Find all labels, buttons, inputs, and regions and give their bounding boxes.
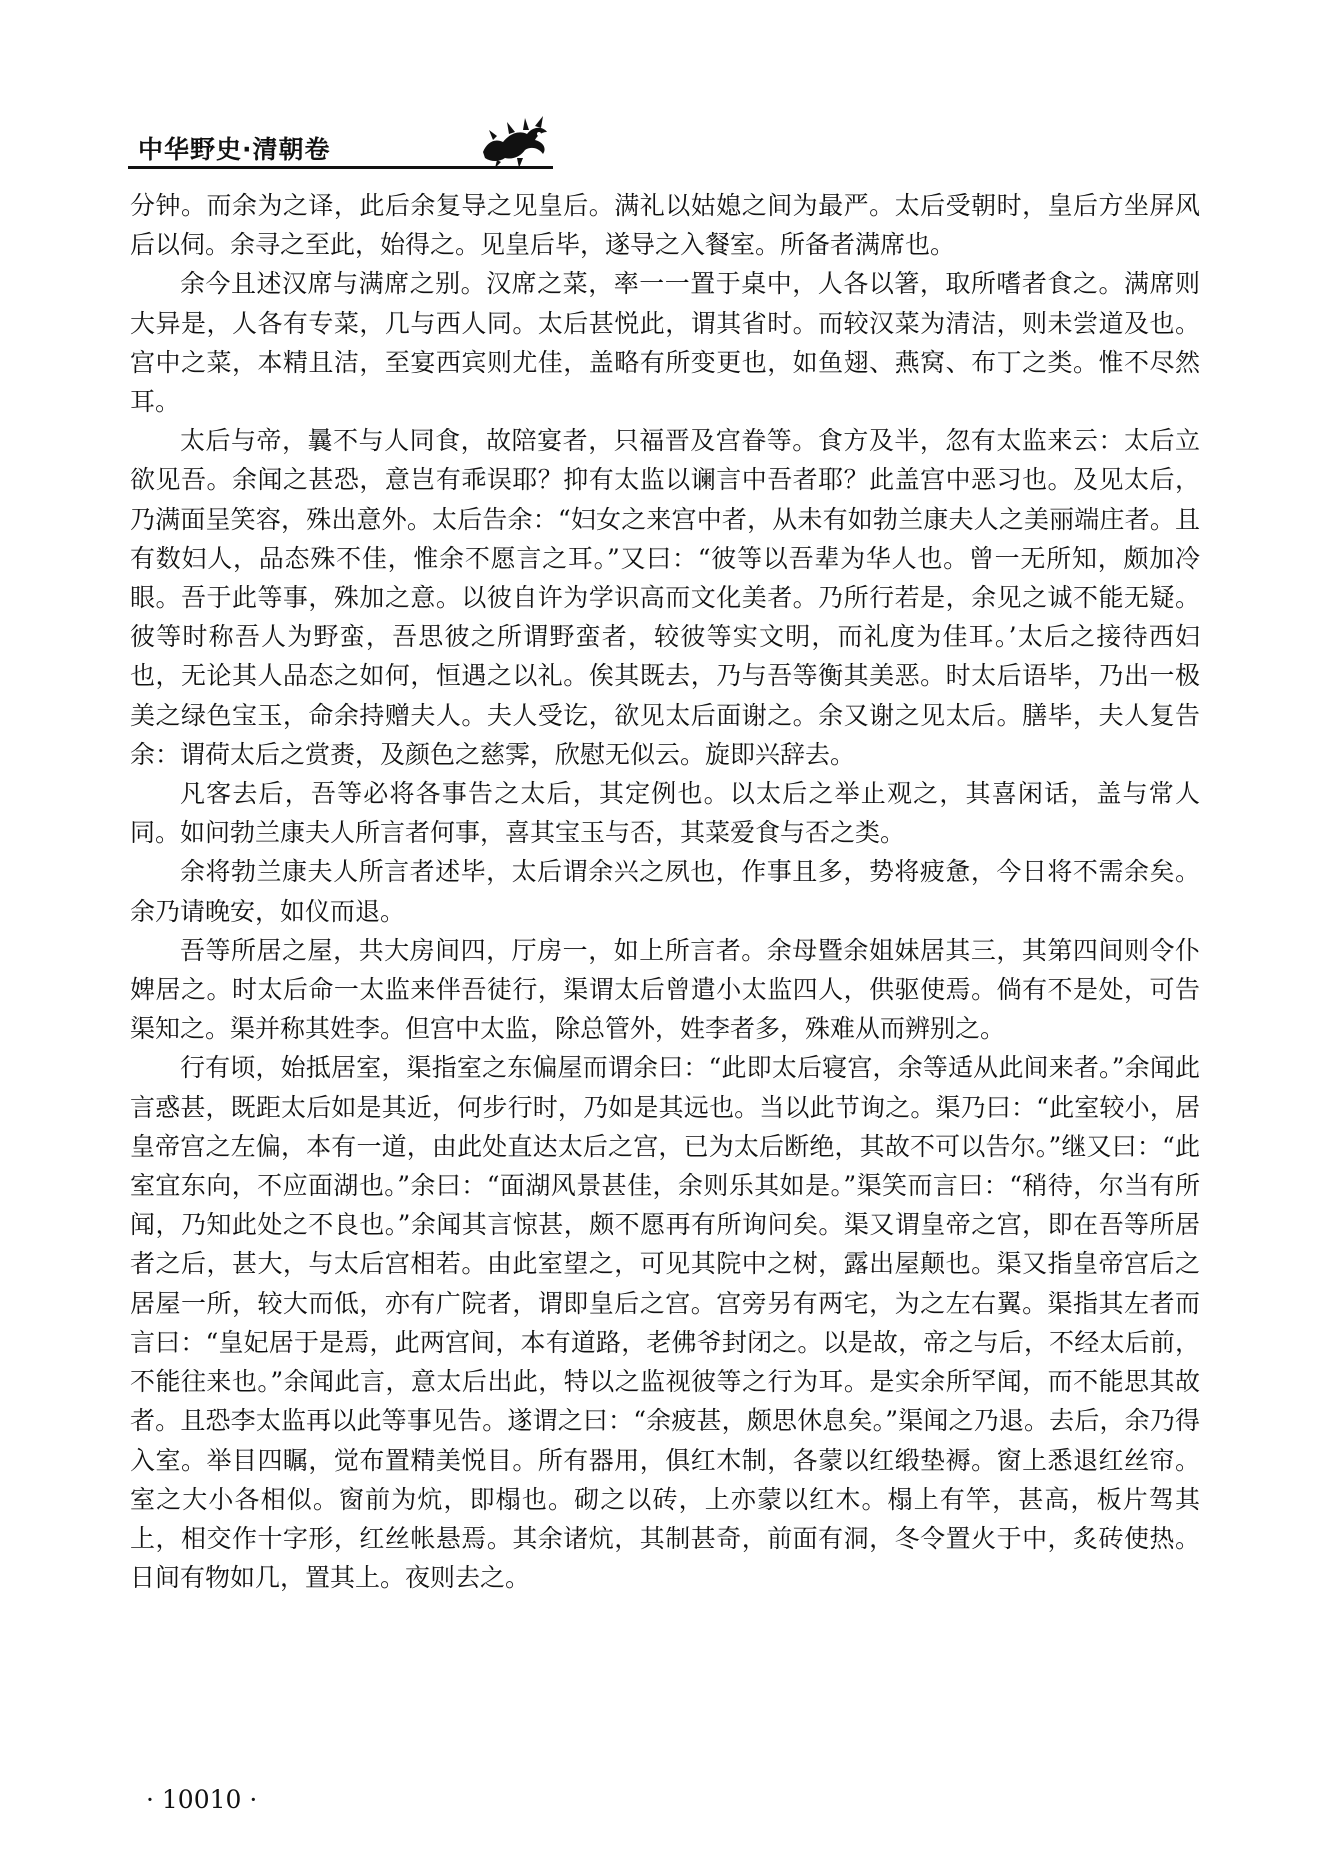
running-header xyxy=(128,112,548,168)
paragraph: 余将勃兰康夫人所言者述毕，太后谓余兴之夙也，作事且多，势将疲惫，今日将不需余矣。余乃请晚安，如仪而退。 xyxy=(130,857,1200,926)
page-number: · 10010 · xyxy=(146,1785,258,1814)
paragraph: 太后与帝，曩不与人同食，故陪宴者，只福晋及宫眷等。食方及半，忽有太监来云：太后立欲见吾。余闻之甚恐，意岂有乖误耶？抑有太监以谰言中吾者耶？此盖宫中恶习也。及见太后，乃满面呈笑容，殊出意外。太后告余：“妇女之来宫中者，从未有如勃兰康夫人之美丽端庄者。且有数妇人，品态殊不佳，惟余不愿言之耳。”又曰：“彼等以吾辈为华人也。曾一无所知，颇加冷眼。吾于此等事，殊加之意。以彼自许为学识高而文化美者。乃所行若是，余见之诚不能无疑。彼等时称吾人为野蛮，吾思彼之所谓野蛮者，较彼等实文明，而礼度为佳耳。’太后之接待西妇也，无论其人品态之如何，恒遇之以礼。俟其既去，乃与吾等衡其美恶。时太后语毕，乃出一极美之绿色宝玉，命余持赠夫人。夫人受讫，欲见太后面谢之。余又谢之见太后。膳毕，夫人复告余：谓荷太后之赏赉，及颜色之慈霁，欣慰无似云。旋即兴辞去。 xyxy=(130,426,1200,769)
paragraph: 吾等所居之屋，共大房间四，厅房一，如上所言者。余母暨余姐妹居其三，其第四间则令仆婢居之。时太后命一太监来伴吾徒行，渠谓太后曾遣小太监四人，供驱使焉。倘有不是处，可告渠知之。渠并称其姓李。但宫中太监，除总管外，姓李者多，殊难从而辨别之。 xyxy=(130,935,1200,1044)
paragraph: 凡客去后，吾等必将各事告之太后，其定例也。以太后之举止观之，其喜闲话，盖与常人同。如问勃兰康夫人所言者何事，喜其宝玉与否，其菜爱食与否之类。 xyxy=(130,779,1200,848)
body-text xyxy=(130,186,1200,1597)
header-rule xyxy=(128,166,553,169)
paragraph: 余今且述汉席与满席之别。汉席之菜，率一一置于桌中，人各以箸，取所嗜者食之。满席则大异是，人各有专菜，几与西人同。太后甚悦此，谓其省时。而较汉菜为清洁，则未尝道及也。宫中之菜，本精且洁，至宴西宾则尤佳，盖略有所变更也，如鱼翅、燕窝、布丁之类。惟不尽然耳。 xyxy=(130,269,1200,417)
paragraph: 分钟。而余为之译，此后余复导之见皇后。满礼以姑媳之间为最严。太后受朝时，皇后方坐屏风后以伺。余寻之至此，始得之。见皇后毕，遂导之入餐室。所备者满席也。 xyxy=(130,191,1200,260)
dragon-emblem-icon xyxy=(473,112,553,168)
paragraph: 行有顷，始抵居室，渠指室之东偏屋而谓余曰：“此即太后寝宫，余等适从此间来者。”余闻此言惑甚，既距太后如是其近，何步行时，乃如是其远也。当以此节询之。渠乃曰：“此室较小，居皇帝宫之左偏，本有一道，由此处直达太后之宫，已为太后断绝，其故不可以告尔。”继又曰：“此室宜东向，不应面湖也。”余曰：“面湖风景甚佳，余则乐其如是。”渠笑而言曰：“稍待，尔当有所闻，乃知此处之不良也。”余闻其言惊甚，颇不愿再有所询问矣。渠又谓皇帝之宫，即在吾等所居者之后，甚大，与太后宫相若。由此室望之，可见其院中之树，露出屋颠也。渠又指皇帝宫后之居屋一所，较大而低，亦有广院者，谓即皇后之宫。宫旁另有两宅，为之左右翼。渠指其左者而言曰：“皇妃居于是焉，此两宫间，本有道路，老佛爷封闭之。以是故，帝之与后，不经太后前，不能往来也。”余闻此言，意太后出此，特以之监视彼等之行为耳。是实余所罕闻，而不能思其故者。且恐李太监再以此等事见告。遂谓之曰：“余疲甚，颇思休息矣。”渠闻之乃退。去后，余乃得入室。举目四瞩，觉布置精美悦目。所有器用，俱红木制，各蒙以红缎垫褥。窗上悉退红丝帘。室之大小各相似。窗前为炕，即榻也。砌之以砖，上亦蒙以红木。榻上有竿，甚高，板片驾其上，相交作十字形，红丝帐悬焉。其余诸炕，其制甚奇，前面有洞，冬令置火于中，炙砖使热。日间有物如几，置其上。夜则去之。 xyxy=(130,1053,1200,1593)
book-title: 中华野史·清朝卷 xyxy=(138,135,331,164)
